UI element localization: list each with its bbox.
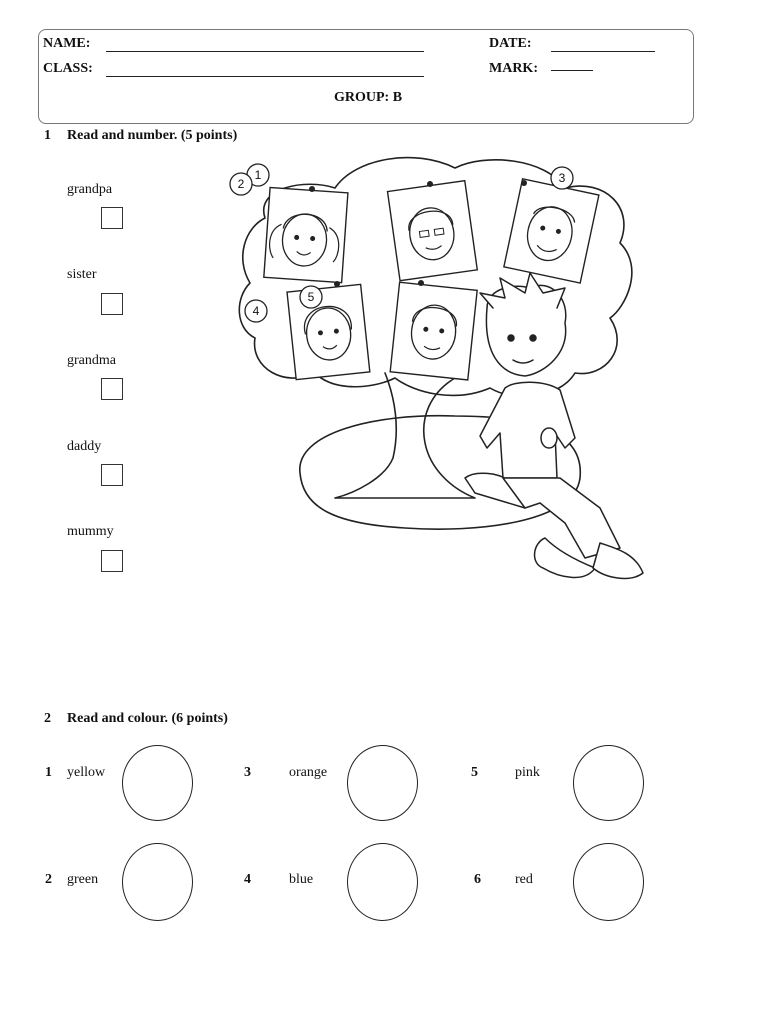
class-label: CLASS: (43, 61, 93, 76)
checkbox-grandma[interactable] (101, 378, 123, 400)
item-number-1: 1 (45, 765, 52, 780)
colour-word-red: red (515, 872, 533, 887)
mark-field[interactable] (551, 70, 593, 71)
picture-number-1: 1 (254, 168, 262, 182)
picture-number-2: 2 (237, 177, 245, 191)
picture-number-4: 4 (252, 304, 260, 318)
colour-word-blue: blue (289, 872, 314, 887)
word-daddy: daddy (67, 439, 102, 454)
colour-circle-green[interactable] (122, 843, 193, 921)
colour-circle-red[interactable] (573, 843, 644, 921)
picture-number-3: 3 (558, 171, 566, 185)
name-field[interactable] (106, 51, 424, 52)
colour-circle-pink[interactable] (573, 745, 644, 821)
colour-word-pink: pink (515, 765, 540, 780)
section2-number: 2 (44, 711, 51, 726)
colour-circle-yellow[interactable] (122, 745, 193, 821)
word-sister: sister (67, 267, 97, 282)
colour-word-orange: orange (289, 765, 328, 780)
item-number-6: 6 (474, 872, 481, 887)
item-number-5: 5 (471, 765, 478, 780)
checkbox-grandpa[interactable] (101, 207, 123, 229)
colour-word-green: green (67, 872, 99, 887)
mark-label: MARK: (489, 61, 538, 76)
word-grandpa: grandpa (67, 182, 113, 197)
family-tree-illustration (225, 148, 655, 596)
item-number-4: 4 (244, 872, 251, 887)
section2-title: Read and colour. (6 points) (67, 711, 228, 726)
colour-word-yellow: yellow (67, 765, 106, 780)
section1-title: Read and number. (5 points) (67, 128, 238, 143)
item-number-2: 2 (45, 872, 52, 887)
checkbox-sister[interactable] (101, 293, 123, 315)
checkbox-daddy[interactable] (101, 464, 123, 486)
group-label: GROUP: B (334, 90, 403, 105)
name-label: NAME: (43, 36, 91, 51)
colour-circle-blue[interactable] (347, 843, 418, 921)
class-field[interactable] (106, 76, 424, 77)
checkbox-mummy[interactable] (101, 550, 123, 572)
word-mummy: mummy (67, 524, 114, 539)
word-grandma: grandma (67, 353, 116, 368)
colour-circle-orange[interactable] (347, 745, 418, 821)
date-field[interactable] (551, 51, 655, 52)
section1-number: 1 (44, 128, 51, 143)
date-label: DATE: (489, 36, 532, 51)
picture-number-5: 5 (307, 290, 315, 304)
item-number-3: 3 (244, 765, 251, 780)
